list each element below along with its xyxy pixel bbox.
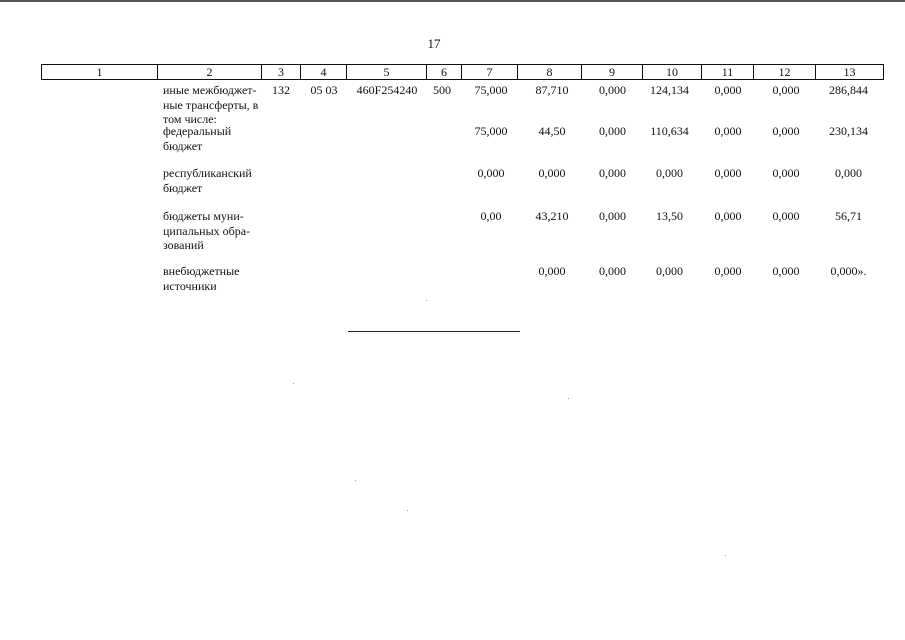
- row-col-4: 05 03: [310, 83, 338, 97]
- header-col-7: 7: [462, 65, 518, 79]
- row-col-7: 0,00: [480, 209, 502, 223]
- header-col-12: 12: [754, 65, 816, 79]
- header-col-3: 3: [262, 65, 301, 79]
- row-col-6: 500: [433, 83, 451, 97]
- row-col-9: 0,000: [599, 166, 626, 180]
- scan-speck: [407, 510, 408, 511]
- header-col-4: 4: [301, 65, 347, 79]
- header-col-9: 9: [582, 65, 643, 79]
- row-label: иные межбюджет-ные трансферты, в том числе:: [163, 83, 259, 126]
- page-number: 17: [427, 36, 441, 51]
- scan-speck: [355, 480, 356, 481]
- row-col-8: 43,210: [535, 209, 569, 223]
- row-col-12: 0,000: [772, 166, 800, 180]
- row-col-9: 0,000: [599, 124, 626, 138]
- row-col-8: 44,50: [538, 124, 566, 138]
- row-col-12: 0,000: [772, 264, 800, 278]
- row-col-9: 0,000: [599, 83, 626, 97]
- row-col-11: 0,000: [714, 124, 742, 138]
- scan-speck: [293, 383, 294, 384]
- row-col-13: 230,134: [829, 124, 868, 138]
- header-col-1: 1: [42, 65, 158, 79]
- row-col-11: 0,000: [714, 166, 742, 180]
- row-label: бюджеты муни-ципальных обра-зований: [163, 209, 251, 252]
- row-col-12: 0,000: [772, 124, 800, 138]
- row-col-5: 460F254240: [356, 83, 418, 97]
- row-col-8: 0,000: [538, 166, 566, 180]
- row-col-8: 0,000: [538, 264, 566, 278]
- header-col-5: 5: [347, 65, 427, 79]
- row-col-12: 0,000: [772, 83, 800, 97]
- row-col-11: 0,000: [714, 83, 742, 97]
- table-header-row: [41, 64, 884, 80]
- row-col-11: 0,000: [714, 209, 742, 223]
- row-col-10: 0,000: [656, 166, 683, 180]
- row-col-13: 286,844: [829, 83, 868, 97]
- row-label: федеральный бюджет: [163, 124, 232, 153]
- scan-top-border: [0, 0, 905, 2]
- header-col-6: 6: [427, 65, 462, 79]
- row-col-7: 75,000: [474, 124, 508, 138]
- header-col-8: 8: [518, 65, 582, 79]
- row-col-7: 0,000: [477, 166, 505, 180]
- header-col-13: 13: [843, 65, 856, 79]
- row-col-9: 0,000: [599, 209, 626, 223]
- row-col-9: 0,000: [599, 264, 626, 278]
- row-col-3: 132: [272, 83, 290, 97]
- row-col-13: 56,71: [835, 209, 862, 223]
- row-label: республиканский бюджет: [163, 166, 252, 195]
- row-col-10: 0,000: [656, 264, 683, 278]
- row-col-11: 0,000: [714, 264, 742, 278]
- scan-speck: [725, 555, 726, 556]
- header-col-11: 11: [702, 65, 754, 79]
- row-col-8: 87,710: [535, 83, 569, 97]
- end-divider-line: [348, 331, 520, 332]
- row-col-13: 0,000».: [830, 264, 867, 278]
- scan-speck: [568, 398, 569, 399]
- row-col-13: 0,000: [835, 166, 862, 180]
- row-col-7: 75,000: [474, 83, 508, 97]
- header-col-10: 10: [643, 65, 702, 79]
- header-col-2: 2: [158, 65, 262, 79]
- row-col-10: 110,634: [650, 124, 689, 138]
- scan-speck: [426, 300, 427, 301]
- row-col-10: 13,50: [656, 209, 683, 223]
- row-label: внебюджетные источники: [163, 264, 240, 293]
- row-col-10: 124,134: [650, 83, 689, 97]
- row-col-12: 0,000: [772, 209, 800, 223]
